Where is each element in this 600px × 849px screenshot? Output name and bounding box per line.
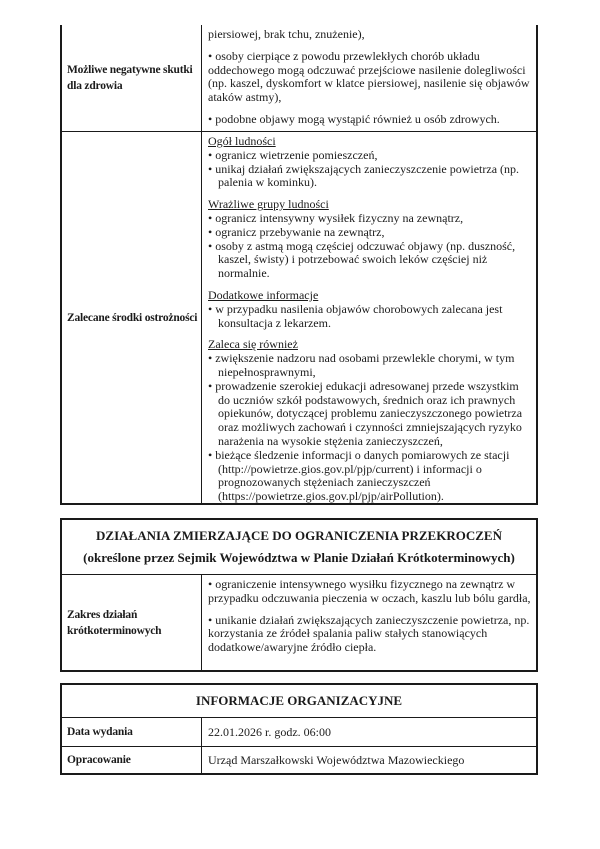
row-label-action-scope [62, 575, 202, 670]
bullet-item: • podobne objawy mogą wystąpić również u osób zdrowych. [208, 113, 532, 127]
action-scope-content [202, 575, 536, 670]
group-heading: Dodatkowe informacje [208, 287, 319, 302]
group-heading: Ogół ludności [208, 134, 276, 148]
precautions-content [202, 132, 536, 503]
precaution-group-general [208, 135, 532, 190]
precaution-group-additional-info [208, 289, 532, 330]
bullet-item: • osoby cierpiące z powodu przewlekłych chorób układu oddechowego mogą odczuwać przejściowe nasilenie dolegliwości (np. kaszel, dyskomfort w klatce piersiowej, nasilenie się objawów ataków astmy), [208, 50, 532, 105]
continuation-line: piersiowej, brak tchu, znużenie), [208, 27, 365, 41]
bullet-item: • w przypadku nasilenia objawów chorobowych zalecana jest konsultacja z lekarzem. [208, 303, 532, 331]
group-heading: Zaleca się również [208, 337, 298, 352]
actions-table-title [62, 520, 536, 574]
group-heading: Wrażliwe grupy ludności [208, 197, 329, 212]
bullet-item: • zwiększenie nadzoru nad osobami przewlekle chorymi, w tym niepełnosprawnymi, [208, 352, 532, 380]
health-effects-table [60, 25, 538, 505]
actions-table [60, 518, 538, 672]
row-label-text: Możliwe negatywne skutki dla zdrowia [67, 64, 193, 92]
row-label-text: Opracowanie [67, 754, 131, 766]
bullet-item: • bieżące śledzenie informacji o danych pomiarowych ze stacji (http://powietrze.gios.gov.pl/pjp/current) i informacji o prognozowanych stężeniach zanieczyszczeń (https://powietrze.gios.gov.pl/pjp/airPollution). [208, 449, 532, 503]
bullet-item: • ogranicz intensywny wysiłek fizyczny na zewnątrz, [208, 212, 532, 226]
table-row-prepared-by [62, 746, 536, 773]
row-label-text: Zalecane środki ostrożności [67, 311, 198, 324]
actions-title-line1: DZIAŁANIA ZMIERZAJĄCE DO OGRANICZENIA PRZEKROCZEŃ [96, 528, 502, 543]
bullet-item: • unikaj działań zwiększających zanieczyszczenie powietrza (np. palenia w kominku). [208, 163, 532, 191]
value-text: 22.01.2026 r. godz. 06:00 [208, 725, 331, 739]
bullet-item: • unikanie działań zwiększających zanieczyszczenie powietrza, np. korzystania ze źródeł spalania paliw stałych stanowiących dodatkowe/awaryjne źródło ciepła. [208, 614, 532, 655]
prepared-by-value [202, 747, 536, 773]
actions-title-line2: (określone przez Sejmik Województwa w Planie Działań Krótkoterminowych) [83, 550, 515, 565]
row-label-prepared-by [62, 747, 202, 773]
row-label-health-effects [62, 25, 202, 131]
bullet-item: • prowadzenie szerokiej edukacji adresowanej przede wszystkim do uczniów szkół podstawowych, średnich oraz ich prawnych opiekunów, dotyczącej problemu zanieczyszczonego powietrza oraz możliwych zachowań i czynności zmniejszających ryzyko narażenia na wysokie stężenia zanieczyszczeń, [208, 380, 532, 449]
table-row-health-effects [62, 25, 536, 131]
info-table-header [62, 685, 536, 717]
row-label-precautions [62, 132, 202, 503]
row-label-text: Zakres działań krótkoterminowych [67, 608, 162, 637]
table-row-issue-date [62, 717, 536, 746]
health-effects-content [202, 25, 536, 131]
table-row-action-scope [62, 574, 536, 670]
info-title-text: INFORMACJE ORGANIZACYJNE [195, 693, 403, 708]
precaution-group-recommended [208, 338, 532, 503]
bullet-item: • ograniczenie intensywnego wysiłku fizycznego na zewnątrz w przypadku odczuwania pieczenia w oczach, kaszlu lub bólu gardła, [208, 578, 532, 606]
row-label-issue-date [62, 718, 202, 746]
value-text: Urząd Marszałkowski Województwa Mazowieckiego [208, 753, 465, 767]
bullet-item: • osoby z astmą mogą częściej odczuwać objawy (np. duszność, kaszel, świsty) i potrzebować swoich leków częściej niż normalnie. [208, 240, 532, 281]
row-label-text: Data wydania [67, 726, 133, 738]
info-table-title [62, 685, 536, 717]
bullet-item: • ogranicz wietrzenie pomieszczeń, [208, 149, 532, 163]
actions-table-header [62, 520, 536, 574]
precaution-group-sensitive [208, 198, 532, 281]
issue-date-value [202, 718, 536, 746]
table-row-precautions [62, 131, 536, 503]
organizational-info-table [60, 683, 538, 775]
bullet-item: • ogranicz przebywanie na zewnątrz, [208, 226, 532, 240]
